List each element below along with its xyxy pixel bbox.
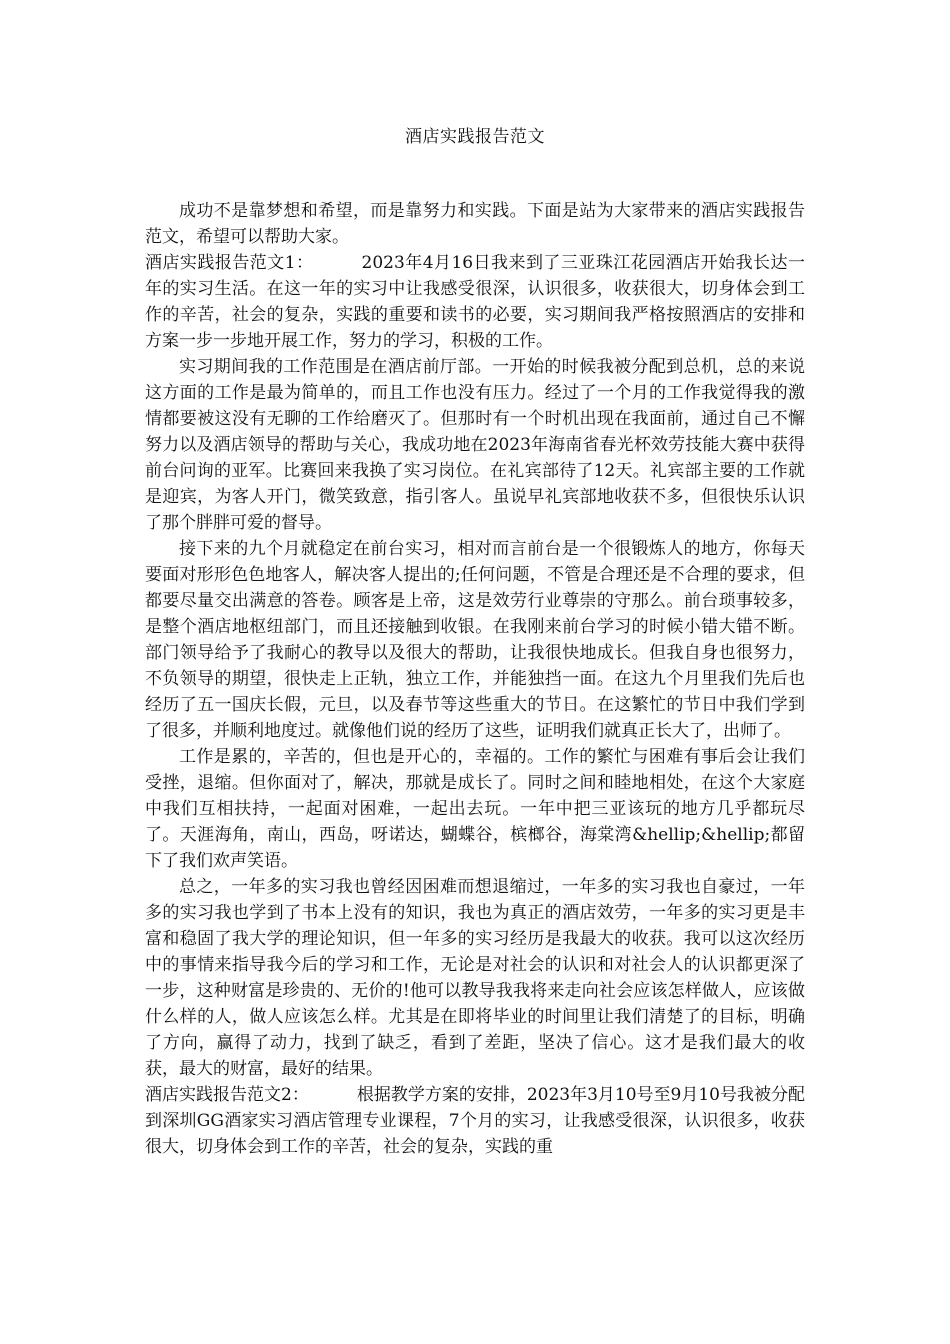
document-title: 酒店实践报告范文 — [405, 127, 545, 147]
sample1-paragraph: 实习期间我的工作范围是在酒店前厅部。一开始的时候我被分配到总机，总的来说这方面的工作是最为简单的，而且工作也没有压力。经过了一个月的工作我觉得我的激情都要被这没有无聊的工作给磨灭了。但那时有一个时机出现在我面前，通过自己不懈努力以及酒店领导的帮助与关心，我成功地在2023年海南省春光杯效劳技能大赛中获得前台问询的亚军。比赛回来我换了实习岗位。在礼宾部待了12天。礼宾部主要的工作就是迎宾，为客人开门，微笑致意，指引客人。虽说早礼宾部地收获不多，但很快乐认识了那个胖胖可爱的督导。 — [145, 357, 805, 533]
sample2-label: 酒店实践报告范文2： — [145, 1085, 309, 1105]
document-body — [145, 198, 805, 1160]
sample2-opening-text: 根据教学方案的安排，2023年3月10号至9月10号我被分配到深圳GG酒家实习酒店管理专业课程，7个月的实习，让我感受很深，认识很多，收获很大，切身体会到工作的辛苦，社会的复杂，实践的重 — [145, 1085, 805, 1157]
intro-paragraph: 成功不是靠梦想和希望，而是靠努力和实践。下面是站为大家带来的酒店实践报告范文，希望可以帮助大家。 — [145, 201, 805, 247]
sample1-label: 酒店实践报告范文1： — [145, 253, 314, 273]
sample1-paragraph: 接下来的九个月就稳定在前台实习，相对而言前台是一个很锻炼人的地方，你每天要面对形形色色地客人，解决客人提出的;任何问题，不管是合理还是不合理的要求，但都要尽量交出满意的答卷。顾客是上帝，这是效劳行业尊崇的守那么。前台琐事较多，是整个酒店地枢纽部门，而且还接触到收银。在我刚来前台学习的时候小错大错不断。部门领导给予了我耐心的教导以及很大的帮助，让我很快地成长。但我自身也很努力，不负领导的期望，很快走上正轨，独立工作，并能独挡一面。在这九个月里我们先后也经历了五一国庆长假，元旦，以及春节等这些重大的节日。在这繁忙的节日中我们学到了很多，并顺利地度过。就像他们说的经历了这些，证明我们就真正长大了，出师了。 — [145, 539, 805, 741]
sample1-paragraph: 总之，一年多的实习我也曾经因困难而想退缩过，一年多的实习我也自豪过，一年多的实习我也学到了书本上没有的知识，我也为真正的酒店效劳，一年多的实习更是丰富和稳固了我大学的理论知识，但一年多的实习经历是我最大的收获。我可以这次经历中的事情来指导我今后的学习和工作，无论是对社会的认识和对社会人的认识都更深了一步，这种财富是珍贵的、无价的!他可以教导我我将来走向社会应该怎样做人，应该做什么样的人，做人应该怎么样。尤其是在即将毕业的时间里让我们清楚了的目标，明确了方向，赢得了动力，找到了缺乏，看到了差距，坚决了信心。这才是我们最大的收获，最大的财富，最好的结果。 — [145, 877, 805, 1079]
sample1-paragraph: 工作是累的，辛苦的，但也是开心的，幸福的。工作的繁忙与困难有事后会让我们受挫，退缩。但你面对了，解决，那就是成长了。同时之间和睦地相处，在这个大家庭中我们互相扶持，一起面对困难，一起出去玩。一年中把三亚该玩的地方几乎都玩尽了。天涯海角，南山，西岛，呀诺达，蝴蝶谷，槟榔谷，海棠湾&hellip;&hellip;都留下了我们欢声笑语。 — [145, 747, 805, 871]
sample1-opening-paragraph — [145, 250, 805, 354]
sample1-opening-text: 2023年4月16日我来到了三亚珠江花园酒店开始我长达一年的实习生活。在这一年的实习中让我感受很深，认识很多，收获很大，切身体会到工作的辛苦，社会的复杂，实践的重要和读书的必要，实习期间我严格按照酒店的安排和方案一步一步地开展工作，努力的学习，积极的工作。 — [145, 253, 805, 351]
sample2-opening-paragraph — [145, 1082, 805, 1160]
